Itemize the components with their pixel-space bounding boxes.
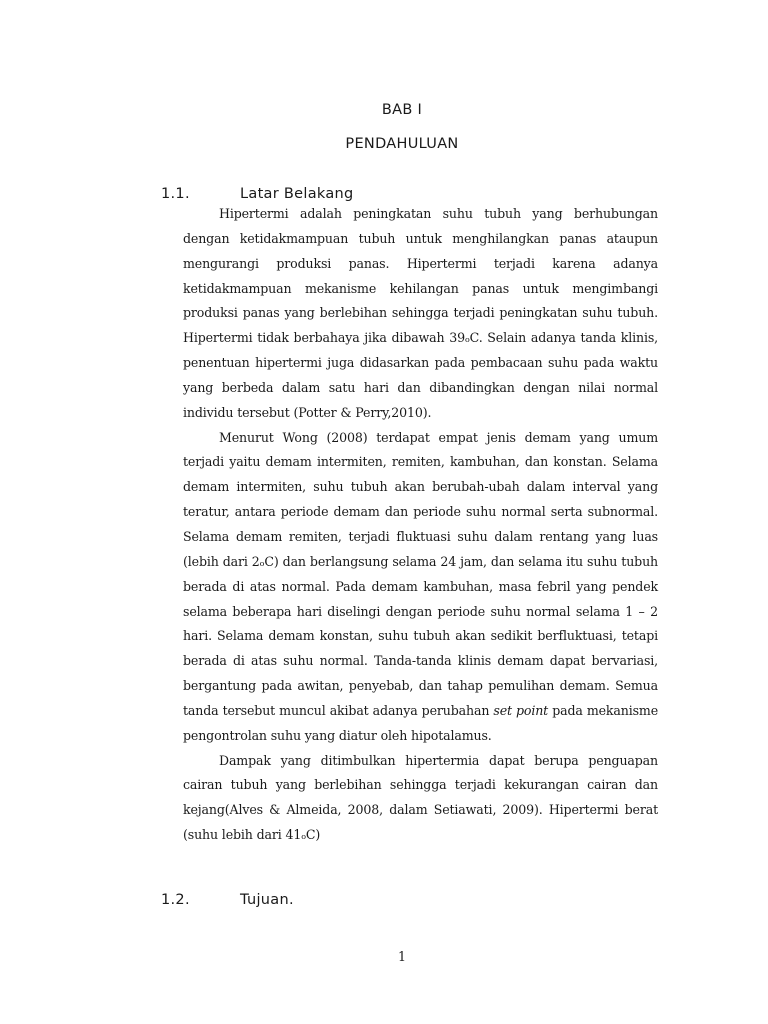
body-text-block	[183, 202, 658, 848]
section-heading-tujuan	[161, 892, 294, 908]
chapter-label: BAB I	[381, 102, 423, 118]
section-title: Latar Belakang	[240, 186, 354, 202]
section-heading-latar-belakang	[161, 186, 354, 202]
italic-term: set point	[493, 702, 549, 718]
chapter-title: PENDAHULUAN	[345, 136, 459, 152]
page-number: 1	[397, 949, 406, 964]
paragraph-text: pada mekanisme pengontrolan suhu yang diatur oleh hipotalamus.	[183, 702, 658, 743]
paragraph-jenis-demam	[183, 426, 658, 749]
paragraph-hipertermi-definition: Hipertermi adalah peningkatan suhu tubuh yang berhubungan dengan ketidakmampuan tubuh untuk menghilangkan panas ataupun mengurangi produksi panas. Hipertermi terjadi karena adanya ketidakmampuan mekanisme kehilangan panas untuk mengimbangi produksi panas yang berlebihan sehingga terjadi peningkatan suhu tubuh. Hipertermi tidak berbahaya jika dibawah 39ₒC. Selain adanya tanda klinis, penentuan hipertermi juga didasarkan pada pembacaan suhu pada waktu yang berbeda dalam satu hari dan dibandingkan dengan nilai normal individu tersebut (Potter & Perry,2010).	[183, 206, 658, 420]
section-number: 1.1.	[161, 186, 190, 202]
paragraph-text: Menurut Wong (2008) terdapat empat jenis demam yang umum terjadi yaitu demam intermiten, remiten, kambuhan, dan konstan. Selama demam intermiten, suhu tubuh akan berubah-ubah dalam interval yang teratur, antara periode demam dan periode suhu normal serta subnormal. Selama demam remiten, terjadi fluktuasi suhu dalam rentang yang luas (lebih dari 2ₒC) dan berlangsung selama 24 jam, dan selama itu suhu tubuh berada di atas normal. Pada demam kambuhan, masa febril yang pendek selama beberapa hari diselingi dengan periode suhu normal selama 1 – 2 hari. Selama demam konstan, suhu tubuh akan sedikit berfluktuasi, tetapi berada di atas suhu normal. Tanda-tanda klinis demam dapat bervariasi, bergantung pada awitan, penyebab, dan tahap pemulihan demam. Semua tanda tersebut muncul akibat adanya perubahan	[183, 429, 658, 718]
paragraph-dampak-hipertermia: Dampak yang ditimbulkan hipertermia dapat berupa penguapan cairan tubuh yang berlebihan sehingga terjadi kekurangan cairan dan kejang(Alves & Almeida, 2008, dalam Setiawati, 2009). Hipertermi berat (suhu lebih dari 41ₒC)	[183, 752, 658, 843]
section-title: Tujuan.	[240, 892, 294, 908]
section-number: 1.2.	[161, 892, 190, 908]
